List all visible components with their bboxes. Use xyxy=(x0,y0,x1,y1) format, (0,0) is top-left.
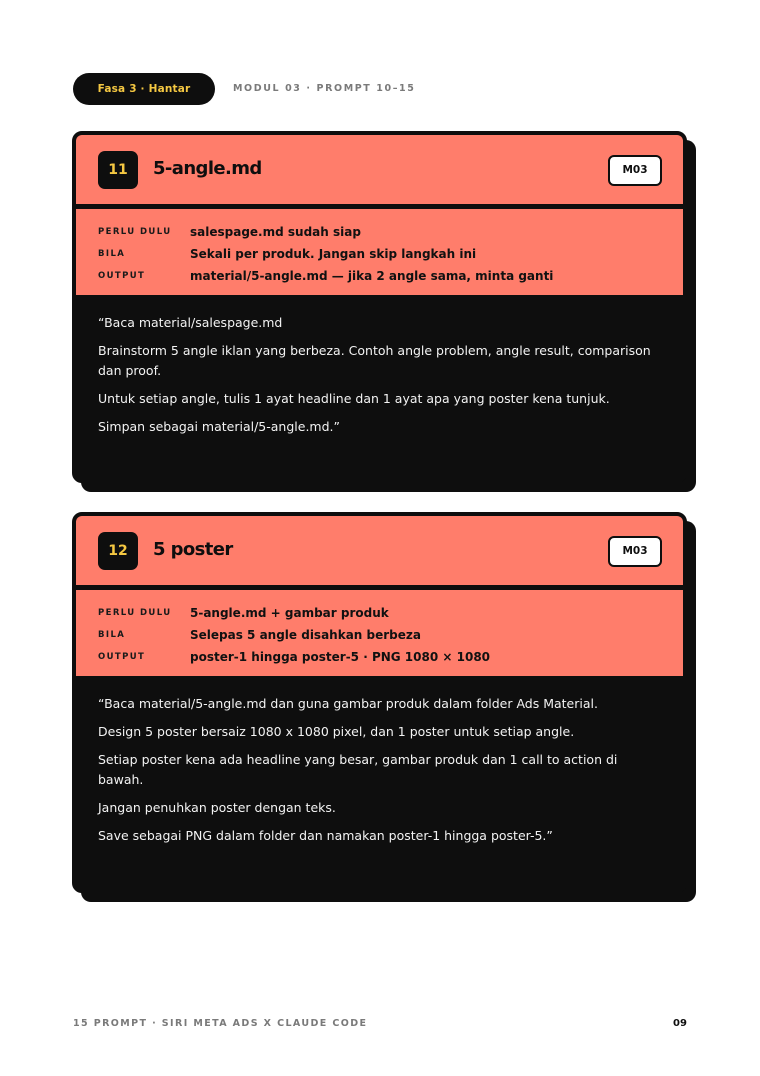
prompt-line: “Baca material/5-angle.md dan guna gambar produk dalam folder Ads Material. xyxy=(98,696,598,711)
meta-key: OUTPUT xyxy=(98,271,146,281)
prompt-line: Brainstorm 5 angle iklan yang berbeza. Contoh angle problem, angle result, comparison dan proof. xyxy=(98,343,651,378)
meta-value: salespage.md sudah siap xyxy=(190,225,361,239)
meta-value: material/5-angle.md — jika 2 angle sama, minta ganti xyxy=(190,269,554,283)
card-body xyxy=(72,131,687,483)
prompt-line: Save sebagai PNG dalam folder dan namakan poster-1 hingga poster-5.” xyxy=(98,828,553,843)
card-header xyxy=(76,516,683,590)
meta-key: PERLU DULU xyxy=(98,227,172,237)
prompt-line: Jangan penuhkan poster dengan teks. xyxy=(98,800,336,815)
card-body xyxy=(72,512,687,893)
meta-value: poster-1 hingga poster-5 · PNG 1080 × 1080 xyxy=(190,650,491,664)
meta-row-prerequisite xyxy=(98,602,683,624)
prompt-number: 12 xyxy=(98,532,138,570)
prompt-title: 5 poster xyxy=(153,539,233,560)
prompt-line: Design 5 poster bersaiz 1080 x 1080 pixel, dan 1 poster untuk setiap angle. xyxy=(98,724,575,739)
phase-badge: Fasa 3 · Hantar xyxy=(73,73,215,105)
meta-key: PERLU DULU xyxy=(98,608,172,618)
prompt-number: 11 xyxy=(98,151,138,189)
meta-key: BILA xyxy=(98,249,126,259)
meta-row-output xyxy=(98,265,683,287)
prompt-text xyxy=(76,295,683,437)
meta-key: OUTPUT xyxy=(98,652,146,662)
meta-row-output xyxy=(98,646,683,668)
meta-row-when xyxy=(98,624,683,646)
prompt-line: Simpan sebagai material/5-angle.md.” xyxy=(98,419,340,434)
prompt-card-11 xyxy=(72,131,696,492)
footer-series: 15 PROMPT · SIRI META ADS X CLAUDE CODE xyxy=(73,1018,368,1029)
prompt-card-12 xyxy=(72,512,696,902)
meta-value: Selepas 5 angle disahkan berbeza xyxy=(190,628,421,642)
prompt-line: Setiap poster kena ada headline yang besar, gambar produk dan 1 call to action di bawah. xyxy=(98,752,618,787)
prompt-text xyxy=(76,676,683,846)
meta-row-when xyxy=(98,243,683,265)
meta-key: BILA xyxy=(98,630,126,640)
meta-value: Sekali per produk. Jangan skip langkah ini xyxy=(190,247,477,261)
prompt-title: 5-angle.md xyxy=(153,158,262,179)
meta-section xyxy=(76,209,683,295)
card-header xyxy=(76,135,683,209)
meta-row-prerequisite xyxy=(98,221,683,243)
prompt-line: Untuk setiap angle, tulis 1 ayat headline dan 1 ayat apa yang poster kena tunjuk. xyxy=(98,391,610,406)
meta-section xyxy=(76,590,683,676)
module-badge: M03 xyxy=(608,155,662,186)
prompt-line: “Baca material/salespage.md xyxy=(98,315,283,330)
page-number: 09 xyxy=(673,1018,687,1029)
module-badge: M03 xyxy=(608,536,662,567)
meta-value: 5-angle.md + gambar produk xyxy=(190,606,389,620)
module-label: MODUL 03 · PROMPT 10–15 xyxy=(233,83,416,94)
